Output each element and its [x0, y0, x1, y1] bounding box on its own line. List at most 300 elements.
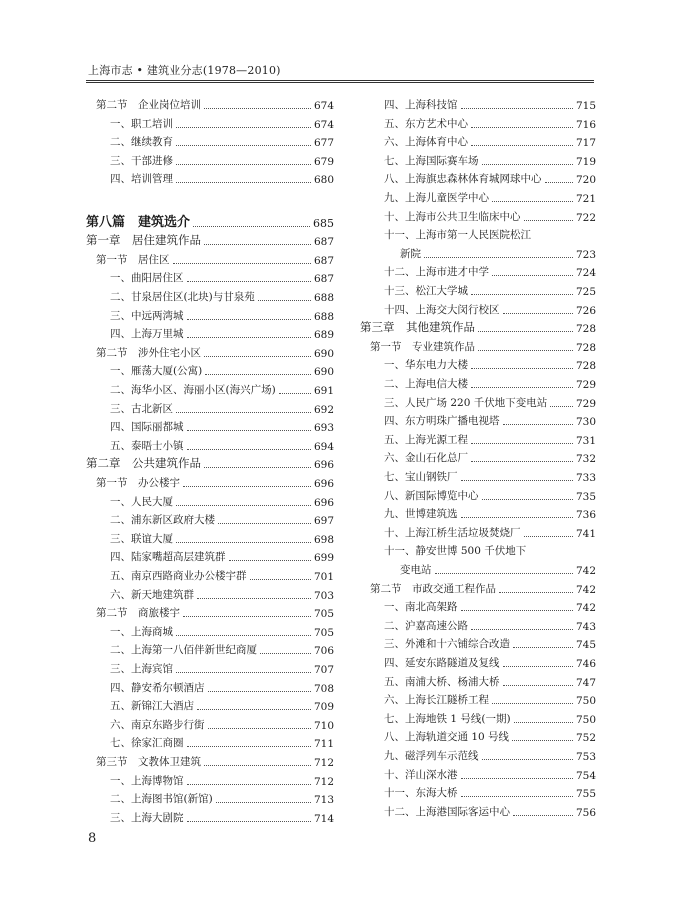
toc-page-number: 705: [313, 608, 334, 621]
toc-entry-title: 第八篇 建筑选介: [86, 214, 191, 230]
dot-leader: [513, 814, 573, 816]
toc-entry-title: 一、雁荡大厦(公寓): [110, 365, 203, 378]
toc-entry-title: 七、宝山钢铁厂: [384, 471, 458, 483]
toc-entry-title: 八、新国际博览中心: [384, 489, 479, 502]
dot-leader: [512, 739, 573, 741]
dot-leader: [424, 256, 573, 258]
toc-page-number: 741: [575, 527, 596, 540]
dot-leader: [187, 429, 311, 431]
toc-entry: [86, 732, 334, 750]
toc-entry: [360, 373, 596, 391]
dot-leader: [534, 238, 593, 239]
toc-page-number: 750: [575, 713, 596, 726]
toc-page-number: 715: [575, 100, 596, 112]
dot-leader: [471, 293, 573, 295]
dot-leader: [478, 330, 573, 332]
toc-entry: [360, 466, 596, 484]
dot-leader: [471, 442, 573, 444]
toc-entry: [86, 528, 334, 546]
dot-leader: [176, 634, 311, 636]
toc-entry: [86, 565, 334, 583]
toc-spacer: [86, 187, 334, 205]
toc-entry-title: 六、金山石化总厂: [384, 452, 468, 465]
toc-entry: [86, 360, 334, 378]
toc-entry-title: 第三节 文教体卫建筑: [96, 756, 201, 768]
toc-page-number: 693: [313, 422, 334, 435]
toc-entry-title: 三、干部进修: [110, 154, 173, 167]
toc-entry-title: 第二节 企业岗位培训: [96, 99, 201, 111]
toc-page-number: 750: [575, 695, 596, 708]
toc-entry: [360, 503, 596, 521]
toc-entry-title: 一、曲阳居住区: [110, 272, 184, 285]
dot-leader: [471, 144, 573, 146]
toc-entry: [360, 94, 596, 112]
toc-entry-title: 八、上海旗忠森林体育城网球中心: [384, 173, 542, 186]
toc-entry: [86, 621, 334, 639]
toc-entry-title: 十三、松江大学城: [384, 285, 468, 297]
toc-entry-title: 四、培训管理: [110, 173, 173, 186]
toc-page-number: 712: [313, 775, 334, 788]
toc-page-number: 710: [313, 719, 334, 732]
dot-leader: [250, 578, 311, 580]
toc-page-number: 729: [575, 397, 596, 410]
toc-page-number: 698: [313, 533, 334, 546]
toc-page-number: 725: [575, 286, 596, 298]
toc-entry-title: 十、上海市公共卫生临床中心: [384, 210, 521, 223]
dot-leader: [461, 777, 573, 779]
dot-leader: [471, 126, 573, 128]
toc-page-number: 736: [575, 509, 596, 522]
toc-entry: [86, 714, 334, 732]
running-header: 上海市志 • 建筑业分志(1978—2010): [88, 64, 281, 77]
dot-leader: [503, 665, 573, 667]
toc-page-number: 709: [313, 701, 334, 714]
toc-page-number: 674: [313, 100, 334, 112]
toc-entry: [86, 807, 334, 825]
toc-page-number: 680: [313, 174, 334, 187]
toc-entry-title: 三、人民广场 220 千伏地下变电站: [384, 396, 548, 409]
toc-entry-title: 五、上海光源工程: [384, 433, 468, 446]
toc-entry: [360, 689, 596, 707]
toc-entry-title: 十二、上海市进才中学: [384, 266, 489, 279]
toc-entry: [360, 261, 596, 279]
dot-leader: [183, 485, 311, 487]
toc-section: [86, 342, 334, 360]
toc-entry-title: 十、上海江桥生活垃圾焚烧厂: [384, 526, 521, 539]
toc-entry-title: 六、上海长江隧桥工程: [384, 694, 489, 707]
dot-leader: [216, 801, 311, 803]
toc-entry: [86, 323, 334, 341]
toc-entry-title: 十二、上海港国际客运中心: [384, 805, 510, 818]
toc-page-number: 701: [313, 571, 334, 583]
toc-entry-title: 三、中远两湾城: [110, 309, 184, 322]
toc-entry: [360, 801, 596, 819]
toc-section: [86, 602, 334, 620]
toc-entry-title: 二、海华小区、海丽小区(海兴广场): [110, 384, 276, 396]
toc-entry-title: 新院: [400, 247, 421, 260]
dot-leader: [461, 479, 573, 481]
dot-leader: [187, 745, 311, 747]
toc-page-number: 711: [313, 738, 334, 751]
toc-page-number: 756: [575, 806, 596, 819]
dot-leader: [279, 392, 311, 394]
toc-page-number: 690: [313, 347, 334, 360]
toc-section: [360, 336, 596, 354]
toc-page-number: 708: [313, 682, 334, 695]
dot-leader: [482, 163, 573, 165]
toc-entry: [360, 150, 596, 168]
page-number: 8: [88, 831, 97, 846]
dot-leader: [545, 181, 573, 183]
toc-entry: [360, 652, 596, 670]
toc-entry-title: 五、南京西路商业办公楼宇群: [110, 570, 247, 582]
toc-page-number: 753: [575, 751, 596, 763]
dot-leader: [258, 299, 311, 301]
dot-leader: [492, 200, 573, 202]
dot-leader: [187, 783, 311, 785]
toc-page-number: 728: [575, 341, 596, 354]
toc-entry: [86, 788, 334, 806]
toc-page-number: 732: [575, 453, 596, 466]
toc-entry-title: 十一、上海市第一人民医院松江: [384, 229, 531, 242]
toc-entry-title: 六、上海体育中心: [384, 136, 468, 149]
toc-page-number: 721: [575, 193, 596, 205]
toc-entry-continued: [360, 559, 596, 577]
toc-entry: [360, 280, 596, 298]
dot-leader: [229, 559, 311, 561]
toc-entry-title: 第三章 其他建筑作品: [360, 320, 475, 335]
toc-entry: [360, 522, 596, 540]
toc-entry: [86, 546, 334, 564]
toc-entry-title: 六、南京东路步行街: [110, 718, 205, 731]
toc-entry: [360, 745, 596, 763]
toc-entry-title: 四、静安希尔顿酒店: [110, 681, 205, 694]
toc-entry-title: 一、职工培训: [110, 117, 173, 130]
toc-part: [86, 212, 334, 230]
dot-leader: [176, 671, 311, 673]
dot-leader: [461, 795, 573, 797]
dot-leader: [205, 373, 311, 375]
toc-page-number: 716: [575, 118, 596, 131]
dot-leader: [482, 498, 573, 500]
toc-entry: [86, 150, 334, 168]
toc-entry: [86, 286, 334, 304]
dot-leader: [176, 411, 311, 413]
toc-entry-title: 六、新天地建筑群: [110, 588, 194, 601]
dot-leader: [193, 225, 310, 227]
toc-page-number: 705: [313, 626, 334, 639]
toc-entry: [360, 299, 596, 317]
toc-page-number: 685: [313, 216, 334, 230]
toc-entry-title: 四、陆家嘴超高层建筑群: [110, 551, 226, 564]
toc-page-number: 692: [313, 403, 334, 416]
toc-entry-title: 七、上海国际赛车场: [384, 154, 479, 167]
toc-page-number: 687: [313, 254, 334, 267]
toc-entry: [86, 770, 334, 788]
toc-entry-title: 一、南北高架路: [384, 601, 458, 614]
toc-entry: [360, 671, 596, 689]
toc-entry: [360, 429, 596, 447]
dot-leader: [478, 349, 573, 351]
toc-page-number: 714: [313, 812, 334, 825]
dot-leader: [208, 690, 311, 692]
toc-entry: [360, 782, 596, 800]
toc-entry-title: 一、上海商城: [110, 625, 173, 638]
dot-leader: [461, 107, 573, 109]
dot-leader: [176, 144, 311, 146]
toc-page-number: 728: [575, 323, 596, 336]
dot-leader: [197, 597, 311, 599]
dot-leader: [218, 522, 311, 524]
toc-page-number: 707: [313, 664, 334, 676]
dot-leader: [204, 466, 311, 468]
dot-leader: [197, 708, 311, 710]
toc-page-number: 717: [575, 137, 596, 150]
dot-leader: [176, 181, 311, 183]
toc-entry-title: 四、上海科技馆: [384, 99, 458, 111]
toc-page-number: 735: [575, 490, 596, 503]
toc-entry-title: 四、东方明珠广播电视塔: [384, 415, 500, 428]
toc-entry-title: 第一节 办公楼宇: [96, 477, 180, 489]
header-rule: [86, 80, 594, 81]
dot-leader: [204, 107, 311, 109]
toc-entry-title: 三、联谊大厦: [110, 532, 173, 545]
dot-leader: [503, 423, 573, 425]
toc-page-number: 754: [575, 769, 596, 782]
toc-page-number: 729: [575, 379, 596, 391]
dot-leader: [550, 405, 573, 407]
toc-entry-title: 四、延安东路隧道及复线: [384, 657, 500, 669]
toc-entry: [360, 410, 596, 428]
toc-page-number: 746: [575, 658, 596, 670]
toc-page-number: 694: [313, 440, 334, 453]
toc-entry: [360, 764, 596, 782]
dot-leader: [524, 535, 573, 537]
toc-entry: [86, 305, 334, 323]
toc-entry-title: 三、上海大剧院: [110, 811, 184, 824]
dot-leader: [187, 820, 311, 822]
toc-page-number: 713: [313, 794, 334, 807]
toc-entry-title: 第一节 专业建筑作品: [370, 340, 475, 353]
toc-page-number: 742: [575, 583, 596, 596]
toc-page-number: 719: [575, 155, 596, 168]
toc-entry-title: 第二章 公共建筑作品: [86, 456, 201, 471]
toc-entry-title: 第一节 居住区: [96, 253, 170, 266]
toc-entry-title: 二、上海图书馆(新馆): [110, 793, 213, 806]
toc-entry: [360, 485, 596, 503]
toc-entry: [360, 708, 596, 726]
dot-leader: [183, 615, 311, 617]
toc-entry: [360, 168, 596, 186]
toc-entry: [360, 131, 596, 149]
toc-entry-title: 九、上海儿童医学中心: [384, 192, 489, 204]
toc-entry-title: 第二节 商旅楼宇: [96, 607, 180, 620]
toc-entry-title: 变电站: [400, 564, 432, 576]
dot-leader: [514, 721, 573, 723]
toc-entry-title: 一、华东电力大楼: [384, 359, 468, 372]
toc-entry-title: 七、上海地铁 1 号线(一期): [384, 712, 511, 725]
toc-entry-title: 第一章 居住建筑作品: [86, 233, 201, 248]
toc-entry: [360, 113, 596, 131]
toc-entry: [86, 658, 334, 676]
toc-entry-title: 二、上海电信大楼: [384, 378, 468, 390]
dot-leader: [204, 355, 311, 357]
dot-leader: [471, 628, 573, 630]
toc-page-number: 726: [575, 304, 596, 317]
toc-page-number: 696: [313, 478, 334, 490]
dot-leader: [187, 448, 311, 450]
toc-entry-title: 七、徐家汇商圈: [110, 737, 184, 750]
dot-leader: [471, 460, 573, 462]
toc-page-number: 691: [313, 385, 334, 397]
toc-chapter: [360, 317, 596, 335]
toc-entry: [86, 695, 334, 713]
toc-chapter: [86, 230, 334, 248]
toc-section: [360, 578, 596, 596]
dot-leader: [208, 727, 311, 729]
toc-entry-title: 五、泰晤士小镇: [110, 439, 184, 452]
toc-entry: [86, 677, 334, 695]
toc-page-number: 696: [313, 459, 334, 472]
toc-section: [86, 249, 334, 267]
toc-page-number: 747: [575, 676, 596, 689]
toc-page-number: 703: [313, 589, 334, 602]
dot-leader: [204, 243, 311, 245]
toc-page-number: 728: [575, 360, 596, 373]
toc-entry: [360, 354, 596, 372]
toc-entry-title: 三、古北新区: [110, 402, 173, 415]
dot-leader: [187, 336, 311, 338]
dot-leader: [513, 646, 573, 648]
toc-entry-title: 五、南浦大桥、杨浦大桥: [384, 675, 500, 688]
toc-entry-title: 八、上海轨道交通 10 号线: [384, 731, 510, 744]
dot-leader: [492, 274, 573, 276]
toc-entry-title: 九、世博建筑选: [384, 508, 458, 521]
toc-page-number: 706: [313, 645, 334, 658]
toc-entry: [86, 267, 334, 285]
toc-entry-title: 第二节 涉外住宅小区: [96, 346, 201, 359]
toc-entry: [86, 584, 334, 602]
toc-entry-continued: [360, 243, 596, 261]
toc-page-number: 724: [575, 267, 596, 280]
toc-entry: [360, 392, 596, 410]
toc-entry: [360, 447, 596, 465]
toc-entry-title: 二、沪嘉高速公路: [384, 619, 468, 632]
dot-leader: [89, 201, 331, 202]
toc-page-number: 679: [313, 155, 334, 168]
toc-page-number: 755: [575, 788, 596, 801]
toc-entry-title: 二、甘泉居住区(北块)与甘泉苑: [110, 291, 255, 303]
toc-entry: [360, 726, 596, 744]
toc-entry: [86, 416, 334, 434]
toc-entry: [360, 615, 596, 633]
toc-page-number: 688: [313, 292, 334, 304]
toc-page-number: 677: [313, 137, 334, 150]
toc-page-number: 699: [313, 552, 334, 565]
toc-page-number: 712: [313, 757, 334, 769]
toc-entry: [86, 435, 334, 453]
toc-entry: [86, 168, 334, 186]
toc-entry-title: 十一、静安世博 500 千伏地下: [384, 545, 527, 558]
dot-leader: [524, 219, 573, 221]
toc-page-number: 688: [313, 310, 334, 323]
dot-leader: [499, 591, 573, 593]
toc-entry-title: 十一、东海大桥: [384, 787, 458, 800]
toc-page-number: 687: [313, 236, 334, 249]
toc-entry: [86, 491, 334, 509]
toc-page-number: 733: [575, 472, 596, 484]
toc-page-number: 720: [575, 174, 596, 187]
toc-entry: [360, 206, 596, 224]
toc-entry-title: 二、浦东新区政府大楼: [110, 514, 215, 527]
toc-entry-title: 二、上海第一八佰伴新世纪商厦: [110, 644, 257, 657]
dot-leader: [173, 262, 311, 264]
toc-section: [86, 94, 334, 112]
dot-leader: [176, 126, 311, 128]
dot-leader: [482, 758, 573, 760]
toc-entry-title: 三、上海宾馆: [110, 663, 173, 675]
dot-leader: [503, 684, 573, 686]
toc-entry-title: 一、上海博物馆: [110, 774, 184, 787]
dot-leader: [471, 367, 573, 369]
dot-leader: [204, 764, 311, 766]
toc-chapter: [86, 453, 334, 471]
toc-page-number: 689: [313, 329, 334, 342]
dot-leader: [260, 652, 311, 654]
toc-entry-title: 九、磁浮列车示范线: [384, 750, 479, 762]
toc-entry: [360, 633, 596, 651]
toc-page-number: 723: [575, 248, 596, 261]
toc-entry: [86, 379, 334, 397]
toc-entry-title: 四、国际丽都城: [110, 421, 184, 434]
toc-page-number: 743: [575, 620, 596, 633]
dot-leader: [492, 702, 573, 704]
dot-leader: [461, 609, 573, 611]
toc-entry-title: 二、继续教育: [110, 136, 173, 149]
toc-entry: [86, 639, 334, 657]
toc-page-number: 752: [575, 732, 596, 745]
dot-leader: [461, 516, 573, 518]
dot-leader: [529, 554, 593, 555]
toc-entry-title: 第二节 市政交通工程作品: [370, 582, 496, 595]
dot-leader: [176, 541, 311, 543]
toc-entry: [360, 540, 596, 558]
toc-entry: [86, 113, 334, 131]
toc-page-number: 690: [313, 366, 334, 379]
toc-section: [86, 751, 334, 769]
toc-entry-title: 三、外滩和十六铺综合改造: [384, 638, 510, 651]
toc-page-number: 742: [575, 565, 596, 577]
toc-section: [86, 472, 334, 490]
header-rule: [86, 82, 594, 83]
toc-entry: [360, 224, 596, 242]
dot-leader: [187, 280, 311, 282]
toc-page-number: 730: [575, 416, 596, 429]
toc-page-number: 697: [313, 515, 334, 528]
dot-leader: [176, 163, 311, 165]
toc-page-number: 742: [575, 602, 596, 615]
dot-leader: [503, 312, 573, 314]
toc-entry: [360, 187, 596, 205]
toc-entry: [360, 596, 596, 614]
toc-entry: [86, 509, 334, 527]
toc-entry: [86, 131, 334, 149]
toc-page-number: 745: [575, 639, 596, 652]
dot-leader: [187, 318, 311, 320]
toc-entry-title: 五、新锦江大酒店: [110, 700, 194, 713]
toc-entry-title: 十四、上海交大闵行校区: [384, 303, 500, 316]
toc-entry-title: 四、上海万里城: [110, 328, 184, 341]
